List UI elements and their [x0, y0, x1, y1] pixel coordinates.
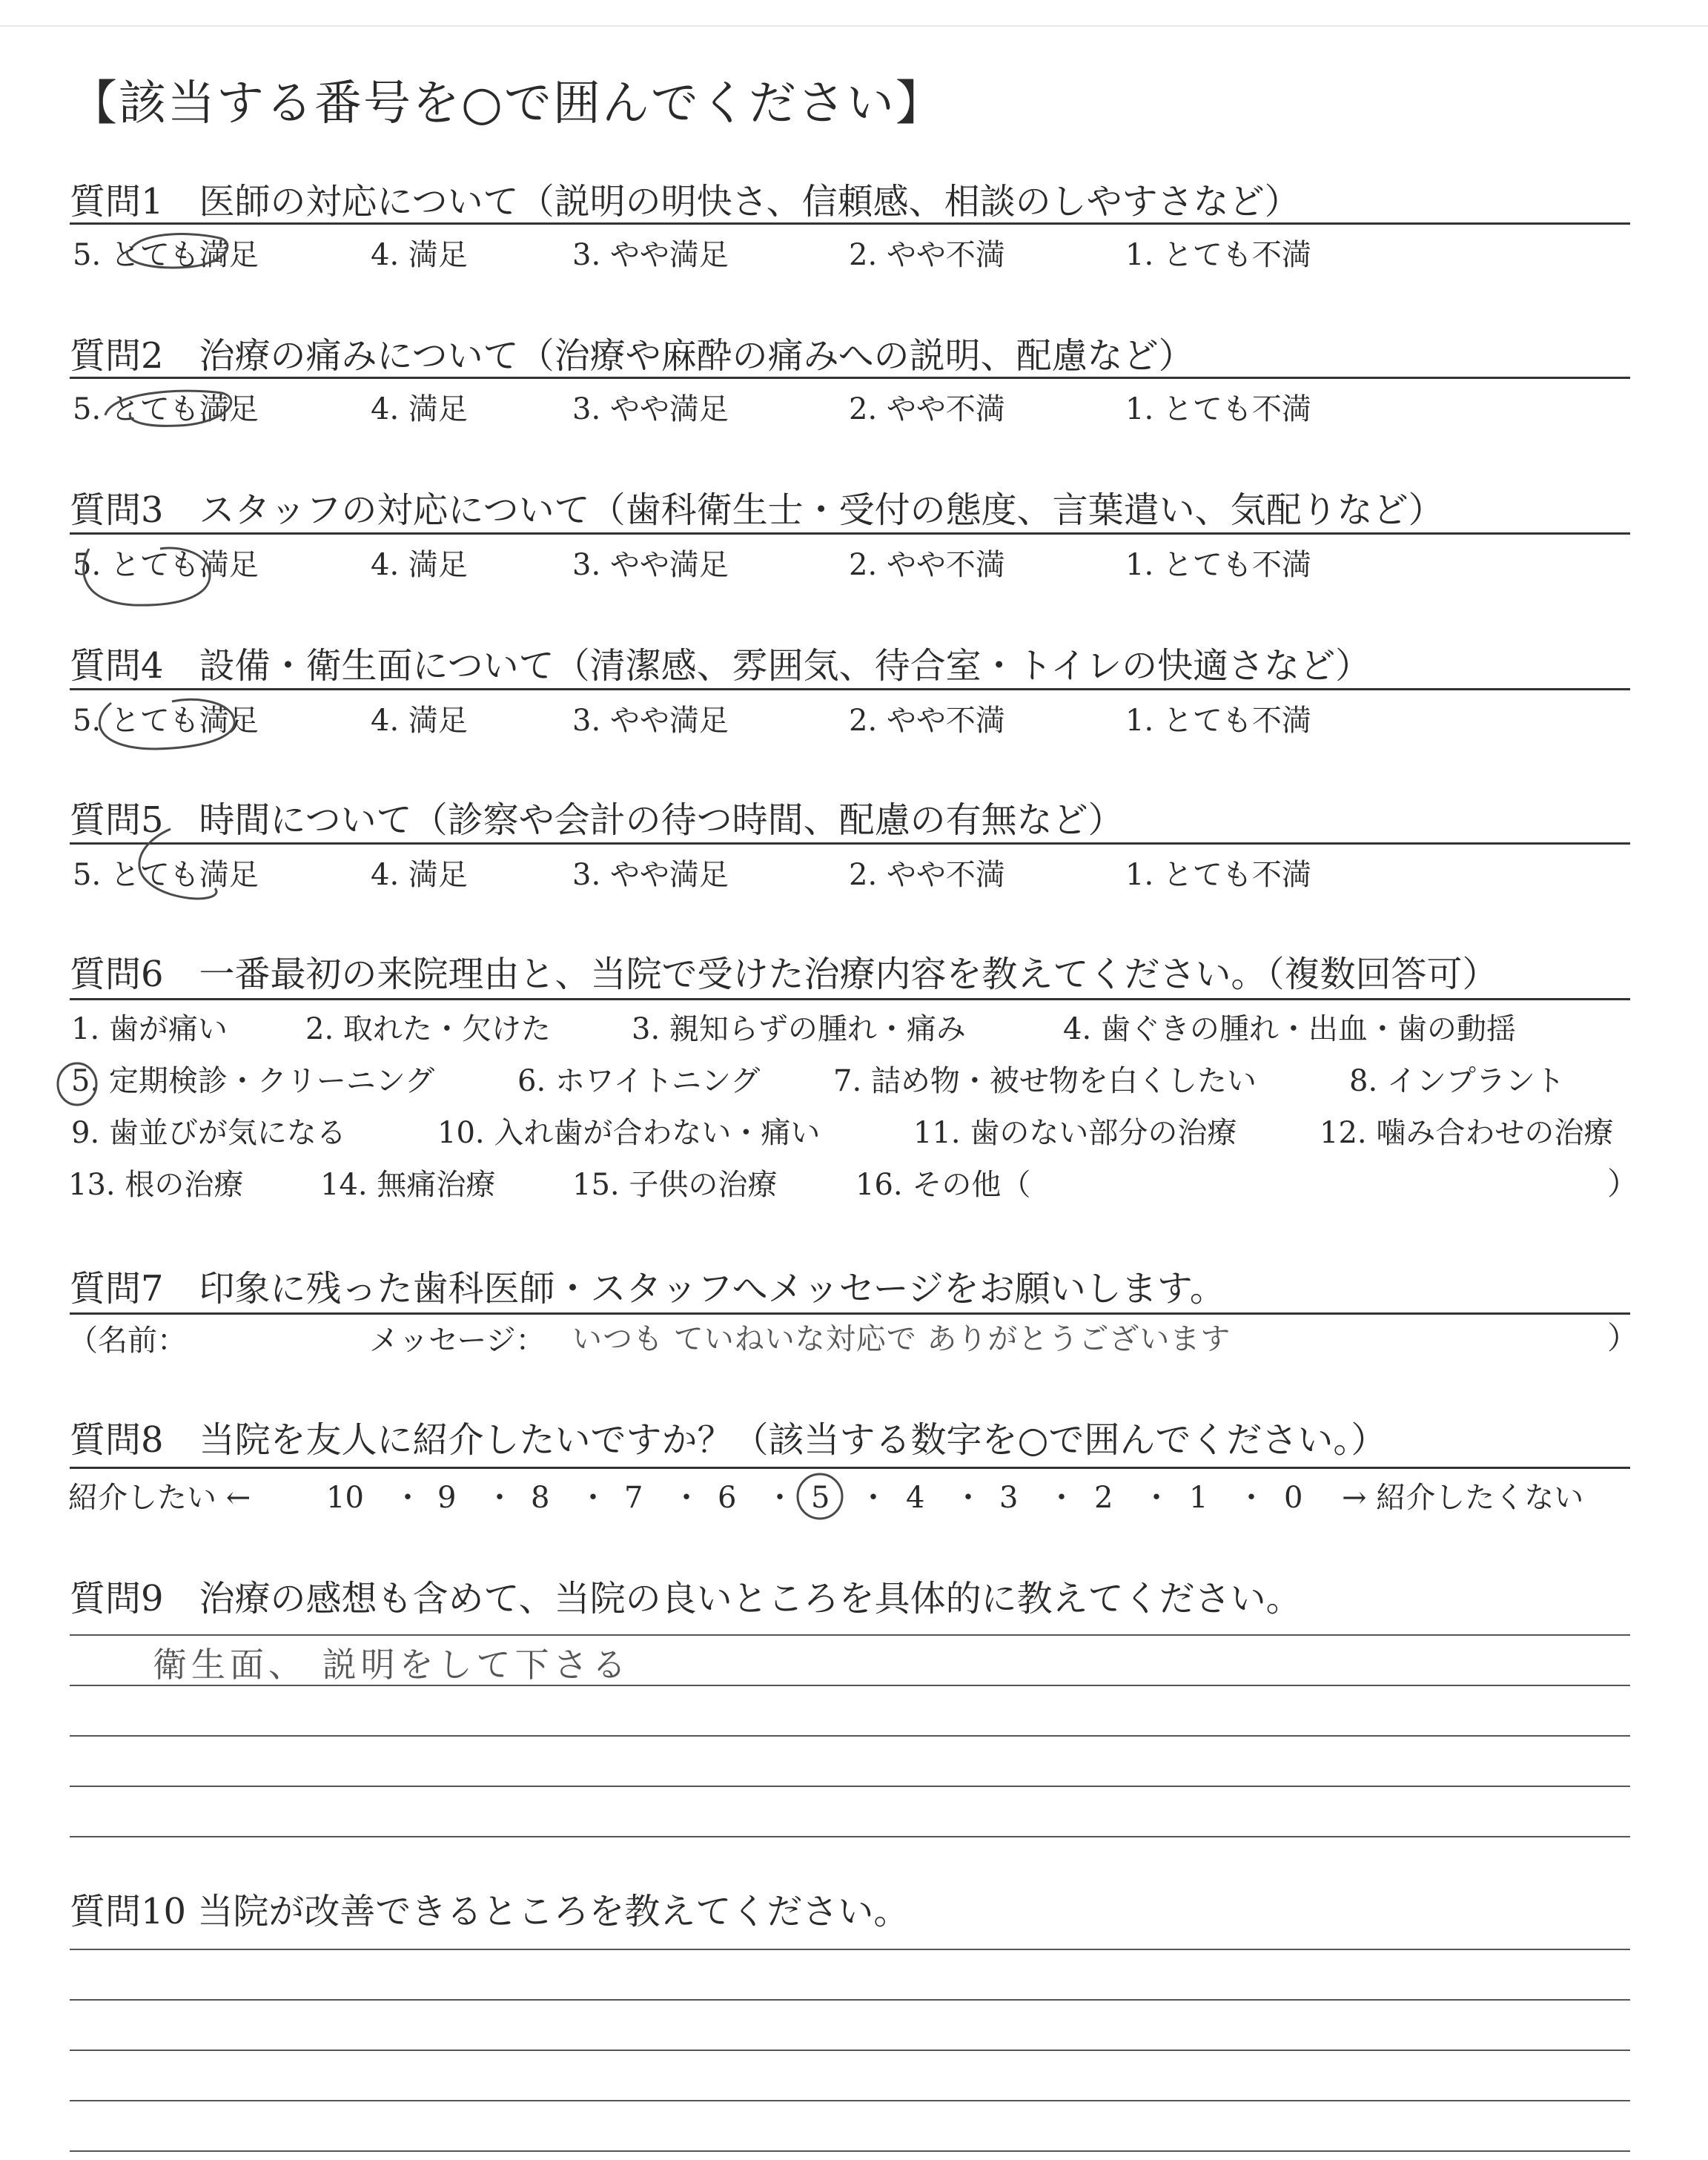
q8-scale-4[interactable]: 4	[906, 1481, 925, 1515]
q8-scale-6[interactable]: 6	[718, 1481, 737, 1515]
q1-option-4[interactable]: 4. 満足	[371, 238, 468, 272]
q1-option-5[interactable]: 5. とても満足	[73, 238, 259, 272]
q9-answer-handwritten: 衛生面、 説明をして下さる	[153, 1645, 631, 1685]
q6-rule	[70, 998, 1630, 1000]
q3-option-1[interactable]: 1. とても不満	[1125, 548, 1311, 582]
q6-option-2[interactable]: 2. 取れた・欠けた	[305, 1012, 551, 1046]
q10-answer-line	[70, 2100, 1630, 2101]
q5-option-1[interactable]: 1. とても不満	[1125, 858, 1311, 892]
q2-option-5[interactable]: 5. とても満足	[73, 392, 259, 426]
q4-option-5[interactable]: 5. とても満足	[73, 704, 259, 738]
q5-option-5[interactable]: 5. とても満足	[73, 858, 259, 892]
q7-name-label: （名前：	[68, 1324, 187, 1358]
q2-option-1[interactable]: 1. とても不満	[1125, 392, 1311, 426]
q4-option-4[interactable]: 4. 満足	[371, 704, 468, 738]
q2-option-3[interactable]: 3. やや満足	[572, 392, 729, 426]
q6-option-10[interactable]: 10. 入れ歯が合わない・痛い	[437, 1116, 821, 1150]
q5-option-4[interactable]: 4. 満足	[371, 858, 468, 892]
q8-scale-5[interactable]: 5	[811, 1481, 830, 1515]
q9-answer-line	[70, 1735, 1630, 1737]
q10-answer-line	[70, 1999, 1630, 2001]
q8-scale-10[interactable]: 10	[326, 1481, 364, 1515]
q6-option-8[interactable]: 8. インプラント	[1349, 1064, 1565, 1098]
q10-heading: 質問10 当院が改善できるところを教えてください。	[70, 1891, 910, 1932]
q8-scale-9[interactable]: 9	[437, 1481, 457, 1515]
q8-scale-1[interactable]: 1	[1189, 1481, 1208, 1515]
q5-heading: 質問5 時間について（診察や会計の待つ時間、配慮の有無など）	[70, 799, 1124, 841]
q8-rule	[70, 1467, 1630, 1469]
q8-dot: ・	[1047, 1481, 1076, 1515]
q8-dot: ・	[672, 1481, 701, 1515]
q1-rule	[70, 222, 1630, 225]
top-edge-rule	[0, 25, 1708, 27]
q2-heading: 質問2 治療の痛みについて（治療や麻酔の痛みへの説明、配慮など）	[70, 335, 1194, 377]
q10-answer-line	[70, 1949, 1630, 1950]
q2-rule	[70, 377, 1630, 379]
q8-dot: ・	[393, 1481, 423, 1515]
q4-option-3[interactable]: 3. やや満足	[572, 704, 729, 738]
q3-heading: 質問3 スタッフの対応について（歯科衛生士・受付の態度、言葉遣い、気配りなど）	[70, 489, 1444, 531]
q1-option-3[interactable]: 3. やや満足	[572, 238, 729, 272]
q4-option-1[interactable]: 1. とても不満	[1125, 704, 1311, 738]
q6-option-11[interactable]: 11. 歯のない部分の治療	[913, 1116, 1237, 1150]
q6-option-9[interactable]: 9. 歯並びが気になる	[71, 1116, 346, 1150]
q9-answer-line	[70, 1836, 1630, 1837]
q3-option-4[interactable]: 4. 満足	[371, 548, 468, 582]
q5-option-3[interactable]: 3. やや満足	[572, 858, 729, 892]
q6-other-close-paren: ）	[1607, 1166, 1639, 1202]
q6-option-7[interactable]: 7. 詰め物・被せ物を白くしたい	[833, 1064, 1257, 1098]
q3-option-3[interactable]: 3. やや満足	[572, 548, 729, 582]
q8-right-label: → 紹介したくない	[1342, 1481, 1584, 1515]
q4-heading: 質問4 設備・衛生面について（清潔感、雰囲気、待合室・トイレの快適さなど）	[70, 645, 1371, 687]
q10-answer-line	[70, 2150, 1630, 2152]
q8-dot: ・	[765, 1481, 795, 1515]
q6-heading: 質問6 一番最初の来院理由と、当院で受けた治療内容を教えてください。（複数回答可）	[70, 954, 1498, 995]
q6-option-3[interactable]: 3. 親知らずの腫れ・痛み	[632, 1012, 966, 1046]
q6-option-16[interactable]: 16. その他（	[855, 1168, 1031, 1202]
q8-scale-2[interactable]: 2	[1094, 1481, 1113, 1515]
q7-message-label: メッセージ：	[369, 1324, 546, 1358]
q8-scale-3[interactable]: 3	[999, 1481, 1019, 1515]
q6-option-1[interactable]: 1. 歯が痛い	[71, 1012, 228, 1046]
q6-option-13[interactable]: 13. 根の治療	[68, 1168, 244, 1202]
q6-option-14[interactable]: 14. 無痛治療	[320, 1168, 496, 1202]
q5-rule	[70, 842, 1630, 845]
q6-option-5[interactable]: 5. 定期検診・クリーニング	[71, 1064, 435, 1098]
q8-dot: ・	[858, 1481, 888, 1515]
q1-option-1[interactable]: 1. とても不満	[1125, 238, 1311, 272]
q9-answer-line	[70, 1786, 1630, 1787]
q8-heading: 質問8 当院を友人に紹介したいですか？（該当する数字を○で囲んでください。）	[70, 1419, 1387, 1461]
q3-rule	[70, 532, 1630, 535]
q7-heading: 質問7 印象に残った歯科医師・スタッフへメッセージをお願いします。	[70, 1268, 1225, 1309]
q7-message-handwritten: いつも ていねいな対応で ありがとうございます	[572, 1322, 1231, 1356]
instruction-title: 【該当する番号を○で囲んでください】	[70, 76, 944, 131]
q3-option-2[interactable]: 2. やや不満	[849, 548, 1005, 582]
q5-option-2[interactable]: 2. やや不満	[849, 858, 1005, 892]
q8-scale-7[interactable]: 7	[624, 1481, 643, 1515]
q9-answer-line	[70, 1685, 1630, 1686]
q9-answer-line	[70, 1634, 1630, 1636]
q6-option-6[interactable]: 6. ホワイトニング	[517, 1064, 761, 1098]
q4-option-2[interactable]: 2. やや不満	[849, 704, 1005, 738]
q2-option-2[interactable]: 2. やや不満	[849, 392, 1005, 426]
q7-close-paren: ）	[1607, 1320, 1639, 1356]
q6-option-4[interactable]: 4. 歯ぐきの腫れ・出血・歯の動揺	[1063, 1012, 1516, 1046]
q3-option-5[interactable]: 5. とても満足	[73, 548, 259, 582]
q1-option-2[interactable]: 2. やや不満	[849, 238, 1005, 272]
q6-option-15[interactable]: 15. 子供の治療	[572, 1168, 778, 1202]
q6-option-12[interactable]: 12. 噛み合わせの治療	[1320, 1116, 1614, 1150]
q8-dot: ・	[485, 1481, 514, 1515]
q8-dot: ・	[953, 1481, 983, 1515]
q8-dot: ・	[578, 1481, 608, 1515]
q10-answer-line	[70, 2050, 1630, 2051]
q8-scale-8[interactable]: 8	[531, 1481, 550, 1515]
q8-dot: ・	[1237, 1481, 1266, 1515]
q7-rule	[70, 1312, 1630, 1315]
q8-dot: ・	[1142, 1481, 1171, 1515]
q1-heading: 質問1 医師の対応について（説明の明快さ、信頼感、相談のしやすさなど）	[70, 181, 1300, 222]
q9-heading: 質問9 治療の感想も含めて、当院の良いところを具体的に教えてください。	[70, 1578, 1302, 1619]
q2-option-4[interactable]: 4. 満足	[371, 392, 468, 426]
q4-rule	[70, 688, 1630, 690]
q8-left-label: 紹介したい ←	[68, 1481, 251, 1515]
q8-scale-0[interactable]: 0	[1284, 1481, 1303, 1515]
